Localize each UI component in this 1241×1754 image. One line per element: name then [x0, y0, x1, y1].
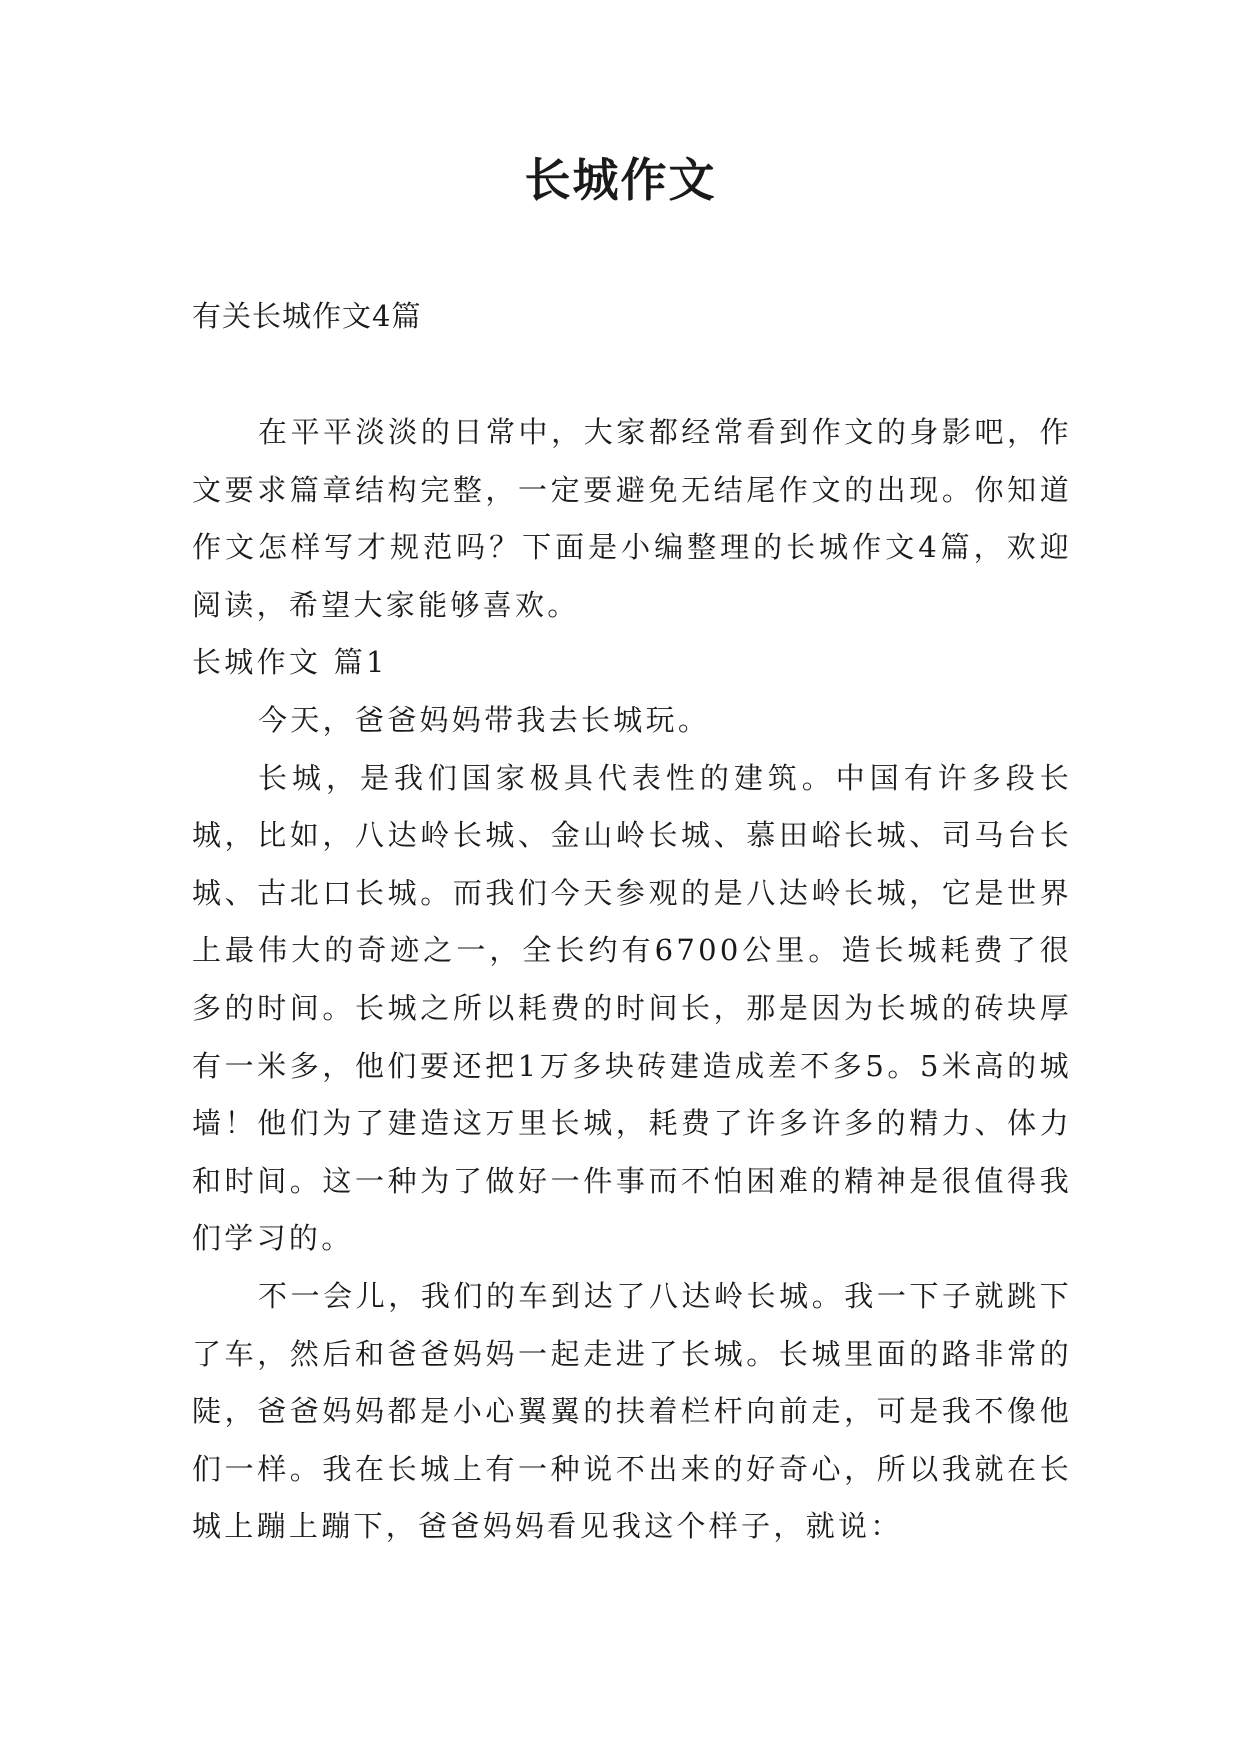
document-subtitle: 有关长城作文4篇 [192, 299, 422, 333]
body-paragraph: 今天，爸爸妈妈带我去长城玩。 [258, 702, 711, 737]
document-title: 长城作文 [524, 153, 717, 207]
body-paragraph: 长城，是我们国家极具代表性的建筑。中国有许多段长城，比如，八达岭长城、金山岭长城、慕田峪长城、司马台长城、古北口长城。而我们今天参观的是八达岭长城，它是世界上最伟大的奇迹之一，全长约有6700公里。造长城耗费了很多的时间。长城之所以耗费的时间长，那是因为长城的砖块厚有一米多，他们要还把1万多块砖建造成差不多5。5米高的城墙！他们为了建造这万里长城，耗费了许多许多的精力、体力和时间。这一种为了做好一件事而不怕困难的精神是很值得我们学习的。 [192, 760, 1072, 1256]
intro-paragraph: 在平平淡淡的日常中，大家都经常看到作文的身影吧，作文要求篇章结构完整，一定要避免无结尾作文的出现。你知道作文怎样写才规范吗？下面是小编整理的长城作文4篇，欢迎阅读，希望大家能够喜欢。 [192, 415, 1072, 622]
body-paragraph: 不一会儿，我们的车到达了八达岭长城。我一下子就跳下了车，然后和爸爸妈妈一起走进了长城。长城里面的路非常的陡，爸爸妈妈都是小心翼翼的扶着栏杆向前走，可是我不像他们一样。我在长城上有一种说不出来的好奇心，所以我就在长城上蹦上蹦下，爸爸妈妈看见我这个样子，就说： [192, 1278, 1072, 1544]
document-body [192, 404, 1072, 1556]
section-heading: 长城作文 篇1 [192, 645, 388, 680]
